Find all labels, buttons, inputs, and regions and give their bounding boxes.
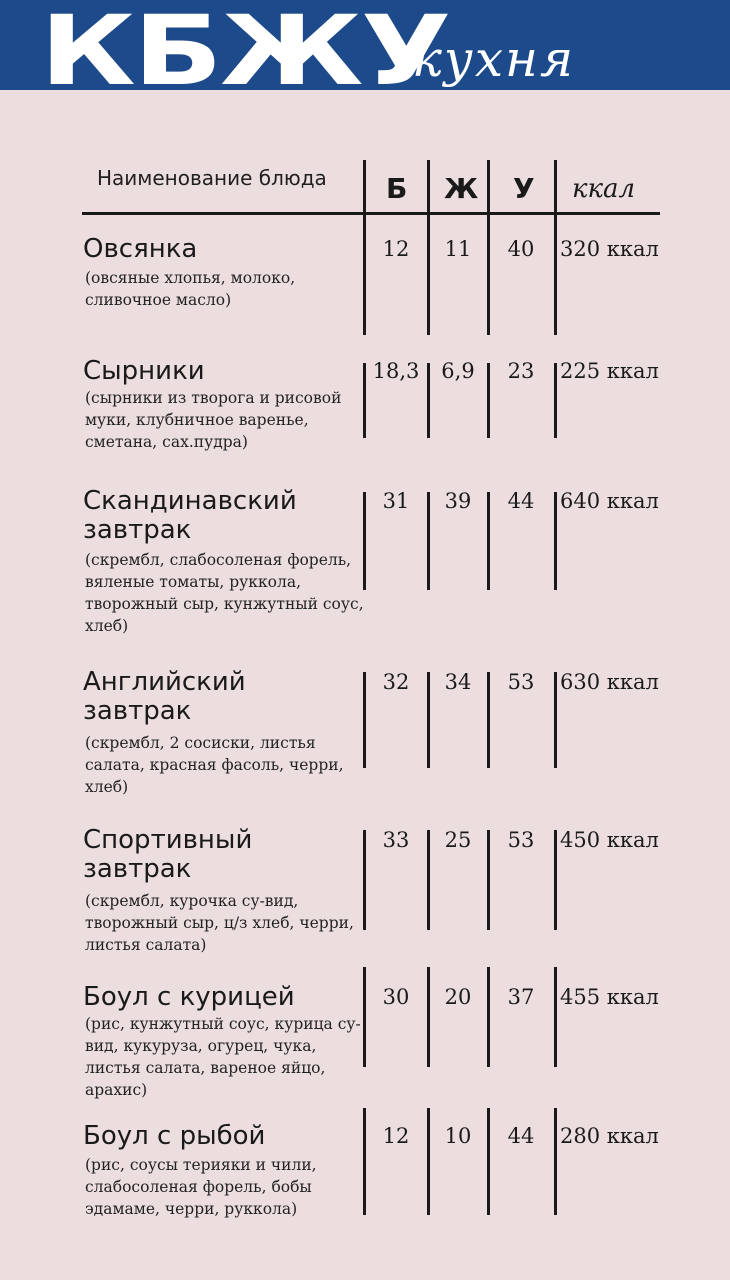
fat-value: 20 [444,985,472,1009]
carbs-value: 37 [507,985,535,1009]
column-divider [487,830,490,930]
dish-name: Боул с курицей [83,982,295,1012]
protein-value: 30 [382,985,410,1009]
brand-banner [0,0,730,107]
column-divider [487,363,490,438]
carbs-value: 23 [507,359,535,383]
dish-name: Скандинавский завтрак [83,486,297,545]
brand-subtitle: кухня [412,30,576,88]
column-header-kcal: ккал [572,174,636,204]
column-header-carbs: У [513,172,535,205]
column-divider [427,160,430,335]
dish-name: Английский завтрак [83,667,246,726]
column-divider [363,363,366,438]
column-divider [554,160,557,335]
column-divider [363,1108,366,1215]
dish-name: Спортивный завтрак [83,825,253,884]
column-divider [554,967,557,1067]
protein-value: 31 [382,489,410,513]
column-divider [487,160,490,335]
column-divider [427,1108,430,1215]
dish-name: Боул с рыбой [83,1121,266,1151]
carbs-value: 44 [507,489,535,513]
protein-value: 12 [382,237,410,261]
kcal-value: 225 ккал [560,359,659,383]
carbs-value: 44 [507,1124,535,1148]
kcal-value: 450 ккал [560,828,659,852]
column-divider [487,967,490,1067]
dish-description: (овсяные хлопья, молоко, сливочное масло) [85,269,296,309]
carbs-value: 53 [507,828,535,852]
kcal-value: 320 ккал [560,237,659,261]
dish-name: Овсянка [83,234,198,264]
dish-description: (рис, соусы терияки и чили, слабосоленая форель, бобы эдамаме, черри, руккола) [85,1156,317,1218]
fat-value: 10 [444,1124,472,1148]
fat-value: 34 [444,670,472,694]
dish-name: Сырники [83,356,205,386]
brand-logo: КБЖУ [40,0,449,107]
column-divider [554,830,557,930]
column-divider [554,492,557,590]
protein-value: 33 [382,828,410,852]
kcal-value: 455 ккал [560,985,659,1009]
column-divider [427,363,430,438]
column-header-dish: Наименование блюда [97,166,327,190]
column-divider [487,672,490,768]
column-divider [427,492,430,590]
dish-description: (рис, кунжутный соус, курица су-вид, кукуруза, огурец, чука, листья салата, вареное яйцо, арахис) [85,1015,361,1099]
column-divider [487,492,490,590]
header-divider [82,212,660,215]
column-divider [363,160,366,335]
column-header-fat: Ж [444,172,479,205]
column-divider [363,672,366,768]
column-header-protein: Б [386,172,408,205]
fat-value: 25 [444,828,472,852]
column-divider [554,363,557,438]
kcal-value: 280 ккал [560,1124,659,1148]
column-divider [487,1108,490,1215]
dish-description: (скрембл, курочка су-вид, творожный сыр, ц/з хлеб, черри, листья салата) [85,892,354,954]
dish-description: (скрембл, 2 сосиски, листья салата, красная фасоль, черри, хлеб) [85,734,344,796]
fat-value: 11 [444,237,472,261]
column-divider [363,830,366,930]
column-divider [554,672,557,768]
fat-value: 39 [444,489,472,513]
column-divider [427,967,430,1067]
column-divider [363,492,366,590]
protein-value: 32 [382,670,410,694]
kcal-value: 640 ккал [560,489,659,513]
protein-value: 18,3 [372,359,420,383]
carbs-value: 53 [507,670,535,694]
column-divider [363,967,366,1067]
column-divider [554,1108,557,1215]
protein-value: 12 [382,1124,410,1148]
dish-description: (скрембл, слабосоленая форель, вяленые томаты, руккола, творожный сыр, кунжутный соус, хлеб) [85,551,364,635]
dish-description: (сырники из творога и рисовой муки, клубничное варенье, сметана, сах.пудра) [85,389,342,451]
kcal-value: 630 ккал [560,670,659,694]
column-divider [427,830,430,930]
carbs-value: 40 [507,237,535,261]
column-divider [427,672,430,768]
fat-value: 6,9 [441,359,475,383]
